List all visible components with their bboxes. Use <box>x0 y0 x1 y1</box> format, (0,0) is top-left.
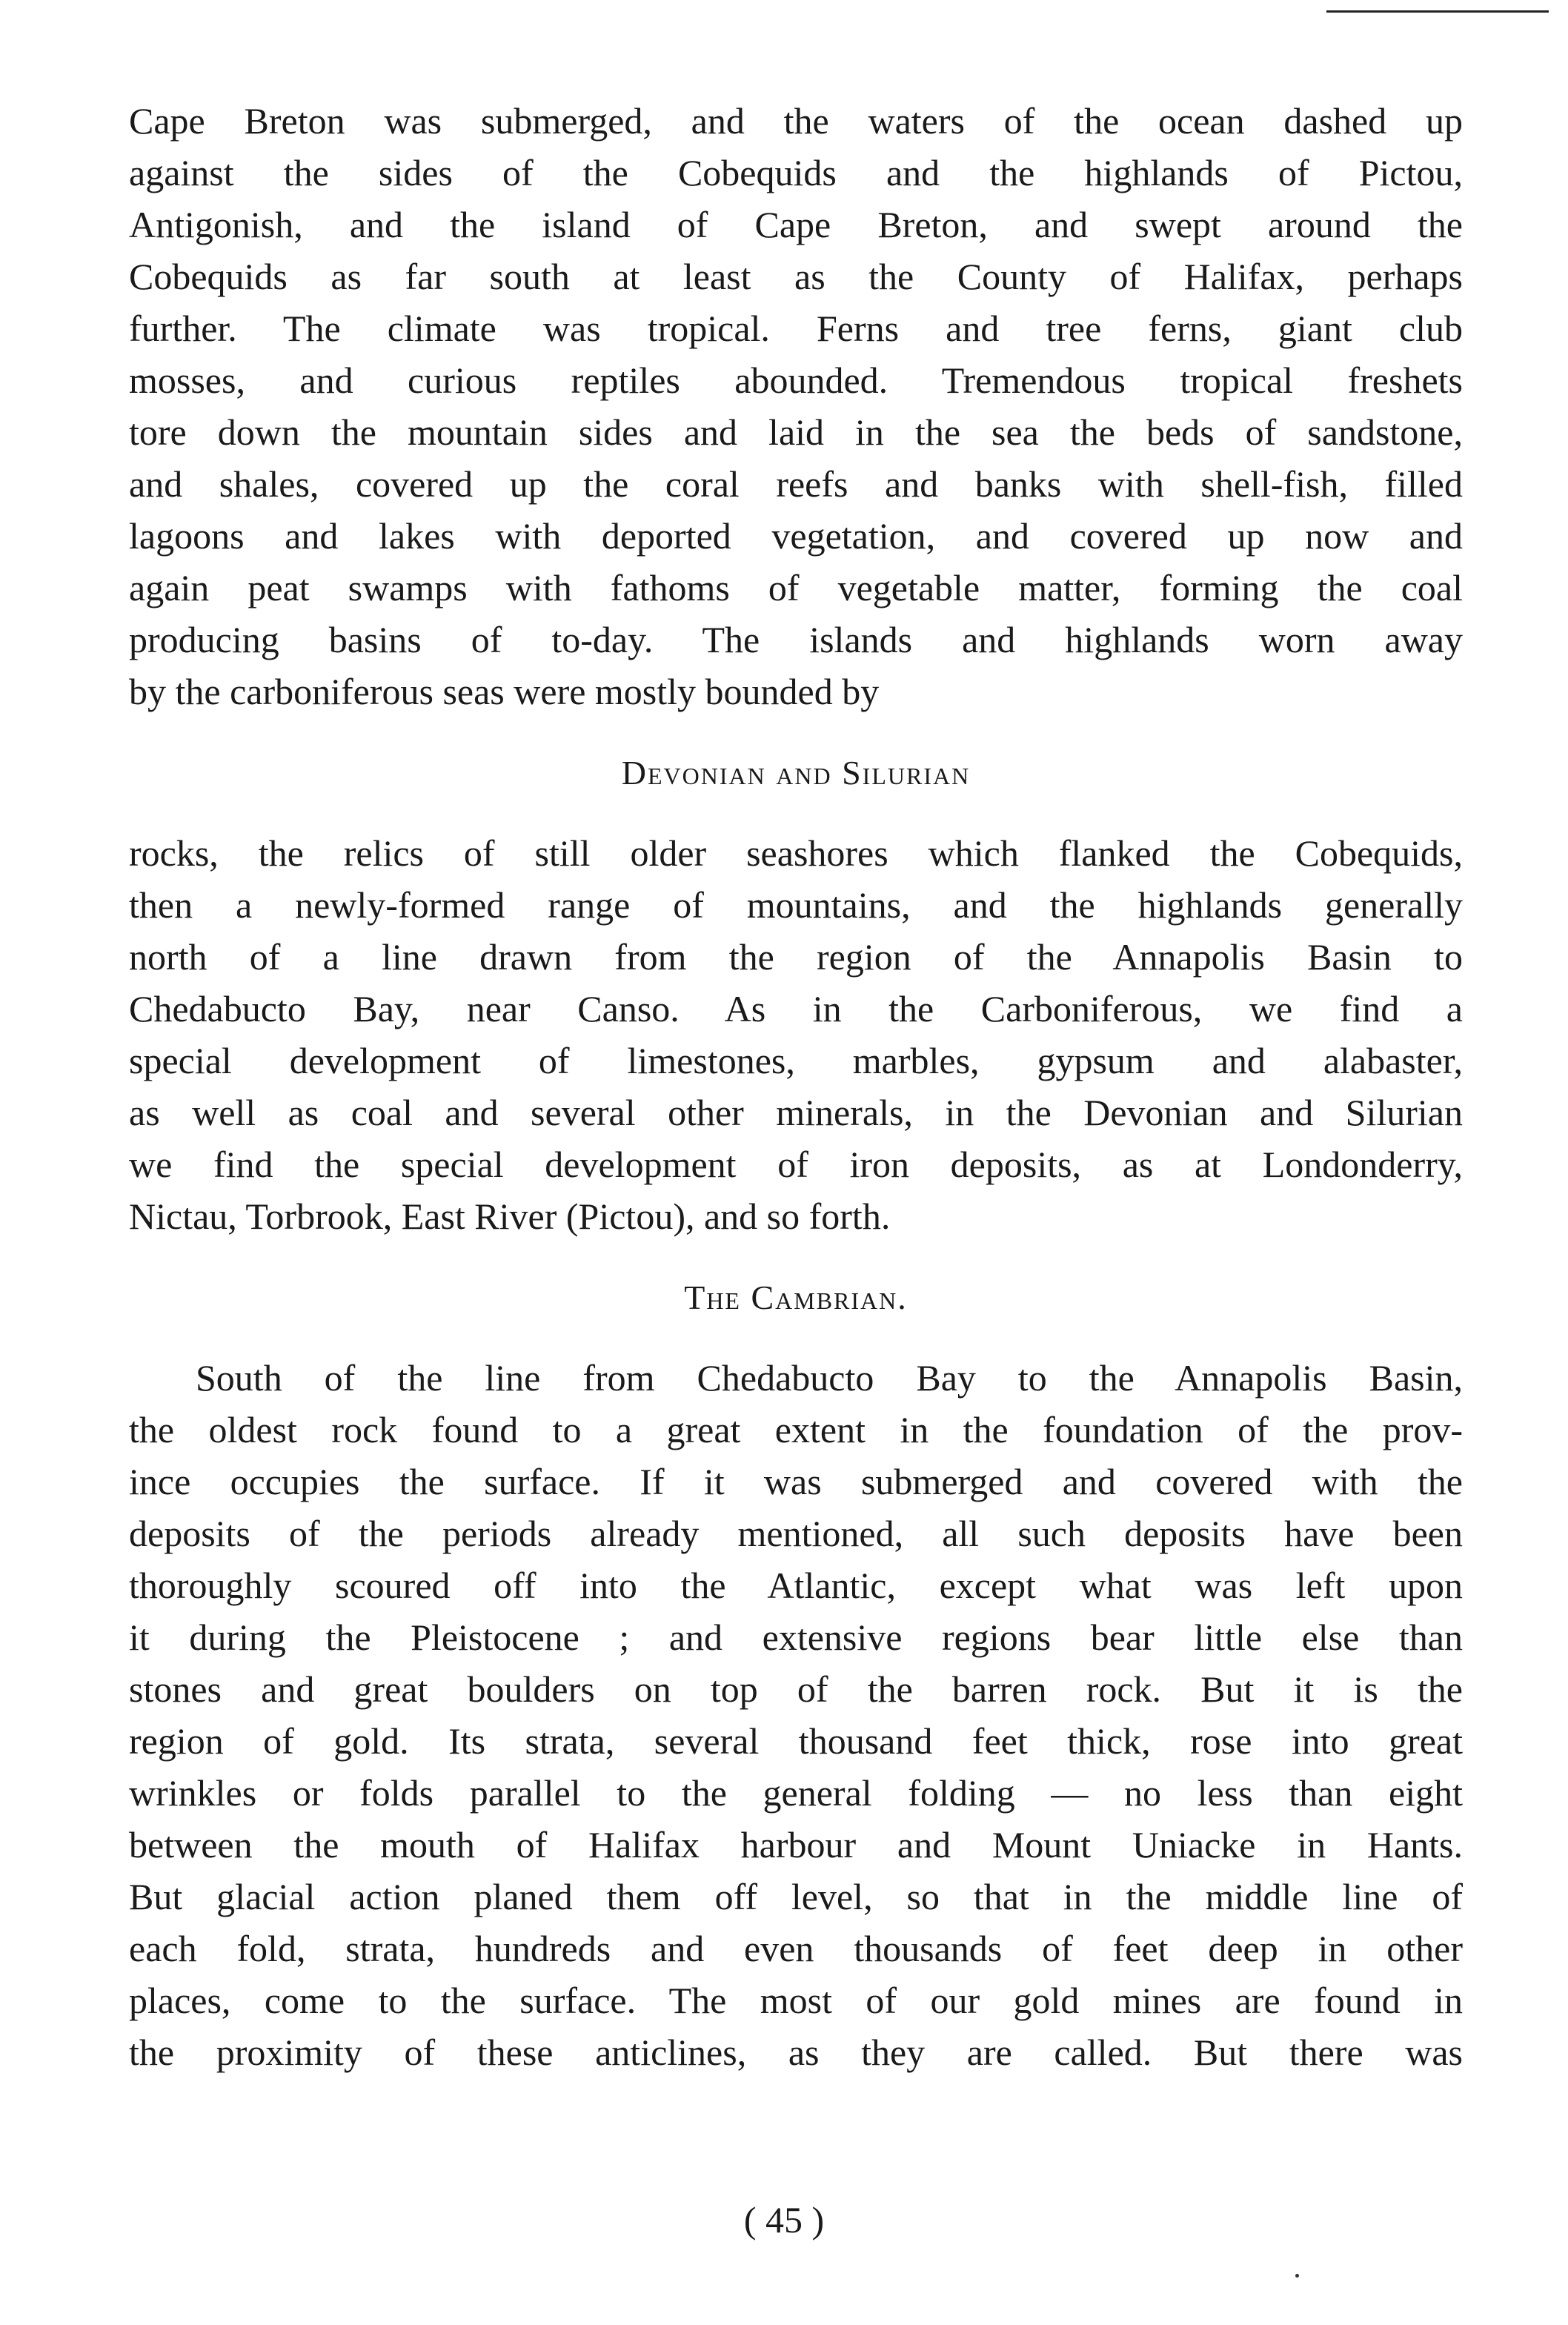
top-rule <box>1326 10 1549 13</box>
text-line: it during the Pleistocene ; and extensive regions bear little else than <box>129 1616 1463 1658</box>
text-line: each fold, strata, hundreds and even thousands of feet deep in other <box>129 1928 1463 1969</box>
page-body <box>129 95 1463 2078</box>
text-line: ince occupies the surface. If it was submerged and covered with the <box>129 1461 1463 1502</box>
section-heading-cambrian: The Cambrian. <box>684 1278 908 1316</box>
section-heading-devonian: Devonian and Silurian <box>621 754 971 792</box>
text-line: But glacial action planed them off level, so that in the middle line of <box>129 1876 1463 1917</box>
text-line: Nictau, Torbrook, East River (Pictou), and so forth. <box>129 1195 891 1237</box>
text-line: South of the line from Chedabucto Bay to the Annapolis Basin, <box>196 1357 1463 1399</box>
text-line: against the sides of the Cobequids and the highlands of Pictou, <box>129 152 1463 193</box>
text-line: thoroughly scoured off into the Atlantic, except what was left upon <box>129 1565 1463 1606</box>
text-line: places, come to the surface. The most of our gold mines are found in <box>129 1980 1463 2021</box>
text-line: then a newly-formed range of mountains, and the highlands generally <box>129 884 1463 926</box>
text-line: lagoons and lakes with deported vegetation, and covered up now and <box>129 515 1463 557</box>
text-line: between the mouth of Halifax harbour and Mount Uniacke in Hants. <box>129 1824 1463 1865</box>
text-line: rocks, the relics of still older seashores which flanked the Cobequids, <box>129 832 1463 874</box>
text-line: Cape Breton was submerged, and the waters of the ocean dashed up <box>129 100 1463 142</box>
text-line: Chedabucto Bay, near Canso. As in the Carboniferous, we find a <box>129 988 1463 1029</box>
text-line: and shales, covered up the coral reefs and banks with shell-fish, filled <box>129 463 1463 505</box>
paragraph-3 <box>129 1352 1463 2078</box>
text-line: as well as coal and several other minerals, in the Devonian and Silurian <box>129 1092 1463 1133</box>
text-line: further. The climate was tropical. Ferns and tree ferns, giant club <box>129 308 1463 349</box>
text-line: again peat swamps with fathoms of vegetable matter, forming the coal <box>129 567 1463 608</box>
text-line: Antigonish, and the island of Cape Breton, and swept around the <box>129 204 1463 245</box>
text-line: by the carboniferous seas were mostly bounded by <box>129 671 880 712</box>
paragraph-1 <box>129 95 1463 717</box>
text-line: north of a line drawn from the region of the Annapolis Basin to <box>129 936 1463 978</box>
text-line: we find the special development of iron deposits, as at Londonderry, <box>129 1144 1463 1185</box>
text-line: Cobequids as far south at least as the County of Halifax, perhaps <box>129 256 1463 297</box>
text-line: stones and great boulders on top of the barren rock. But it is the <box>129 1668 1463 1710</box>
text-line: deposits of the periods already mentioned, all such deposits have been <box>129 1513 1463 1554</box>
print-dot <box>1295 2274 1299 2278</box>
text-line: the oldest rock found to a great extent in the foundation of the prov- <box>129 1409 1463 1450</box>
text-line: wrinkles or folds parallel to the general folding — no less than eight <box>129 1772 1463 1814</box>
text-line: producing basins of to-day. The islands and highlands worn away <box>129 619 1463 660</box>
text-line: special development of limestones, marbles, gypsum and alabaster, <box>129 1040 1463 1081</box>
text-line: mosses, and curious reptiles abounded. Tremendous tropical freshets <box>129 359 1463 401</box>
text-line: the proximity of these anticlines, as they are called. But there was <box>129 2032 1463 2073</box>
text-line: tore down the mountain sides and laid in the sea the beds of sandstone, <box>129 411 1463 453</box>
page-number: ( 45 ) <box>743 2199 825 2241</box>
paragraph-2 <box>129 827 1463 1242</box>
text-line: region of gold. Its strata, several thousand feet thick, rose into great <box>129 1720 1463 1762</box>
